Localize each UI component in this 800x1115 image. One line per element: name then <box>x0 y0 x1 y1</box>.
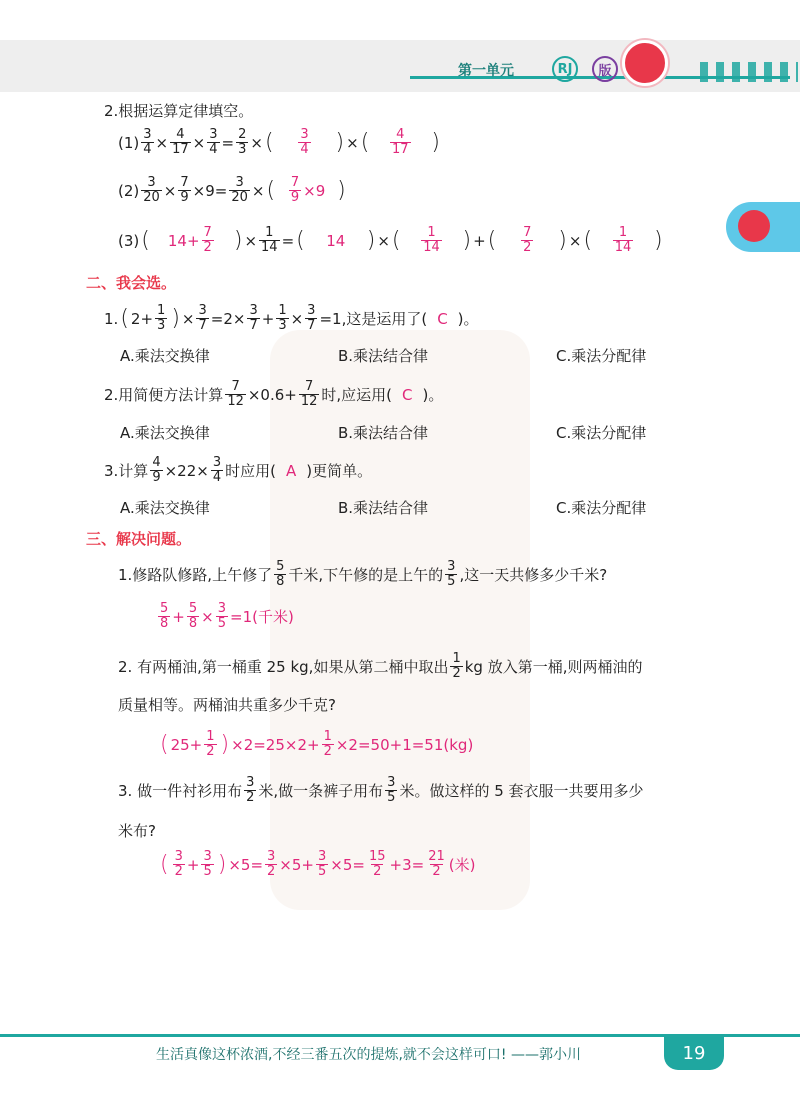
unit-label: 第一单元 <box>458 63 514 79</box>
q3-option-c: C.乘法分配律 <box>556 499 647 517</box>
choose-q2: 2.用简便方法计算 $\frac{7}{12}$ ×0.6+ $\frac{7}{12}$ 时,应运用( C )。 <box>104 379 444 409</box>
footer-quote: 生活真像这杯浓酒,不经三番五次的提炼,就不会这样可口! ——郭小川 <box>156 1047 581 1063</box>
rj-badge: RJ <box>552 56 578 82</box>
solve-title: 三、解决问题。 <box>86 530 192 548</box>
page-number: 19 <box>664 1036 724 1070</box>
fill-q1: (1) $\frac{3}{4}$ × $\frac{4}{17}$ × $\frac{3}{4}$ = $\frac{2}{3}$ × ( $\frac{3}{4}$ ) × ( $\frac{4}{17}$ ) <box>118 127 440 157</box>
solve-p1: 1.修路队修路,上午修了 $\frac{5}{8}$ 千米,下午修的是上午的 $\frac{3}{5}$ ,这一天共修多少千米? <box>118 559 608 589</box>
solve-p2-line2: 质量相等。两桶油共重多少千克? <box>118 696 336 714</box>
q3-option-b: B.乘法结合律 <box>338 499 429 517</box>
q1-option-b: B.乘法结合律 <box>338 347 429 365</box>
solve-p1-answer: $\frac{5}{8}$ + $\frac{5}{8}$ × $\frac{3}{5}$ =1(千米) <box>160 601 294 631</box>
solve-p2-line1: 2. 有两桶油,第一桶重 25 kg,如果从第二桶中取出 $\frac{1}{2}$ kg 放入第一桶,则两桶油的 <box>118 651 643 681</box>
q2-option-a: A.乘法交换律 <box>120 424 210 442</box>
fill-q3: (3) ( 14+ $\frac{7}{2}$ ) × $\frac{1}{14}$ = ( 14 ) × ( $\frac{1}{14}$ ) + ( $\frac{7}{2}$ ) × ( $\frac{1}{14}$ ) <box>118 225 663 255</box>
mascot-face-icon <box>738 210 770 242</box>
solve-p3-line2: 米布? <box>118 822 156 840</box>
fill-title: 2.根据运算定律填空。 <box>104 102 254 120</box>
mascot-icon <box>622 40 668 86</box>
q2-option-b: B.乘法结合律 <box>338 424 429 442</box>
choose-q1: 1. ( 2+ $\frac{1}{3}$ ) × $\frac{3}{7}$ =2× $\frac{3}{7}$ + $\frac{1}{3}$ × $\frac{3}{7}$ =1,这是运用了( C )。 <box>104 303 479 333</box>
q3-option-a: A.乘法交换律 <box>120 499 210 517</box>
solve-p2-answer: ( 25+ $\frac{1}{2}$ ) ×2=25×2+ $\frac{1}{2}$ ×2=50+1=51(kg) <box>160 729 474 759</box>
header-band <box>0 40 800 92</box>
fill-q2: (2) $\frac{3}{20}$ × $\frac{7}{9}$ ×9= $\frac{3}{20}$ × ( $\frac{7}{9}$ ×9 ) <box>118 175 346 205</box>
q1-option-c: C.乘法分配律 <box>556 347 647 365</box>
checker-decoration <box>700 62 798 82</box>
solve-p3-answer: ( $\frac{3}{2}$ + $\frac{3}{5}$ ) ×5= $\frac{3}{2}$ ×5+ $\frac{3}{5}$ ×5= $\frac{15}{2}$ +3= $\frac{21}{2}$ (米) <box>160 849 476 879</box>
q1-option-a: A.乘法交换律 <box>120 347 210 365</box>
edition-badge: 版 <box>592 56 618 82</box>
choose-title: 二、我会选。 <box>86 274 177 292</box>
watermark <box>270 330 530 910</box>
solve-p3-line1: 3. 做一件衬衫用布 $\frac{3}{2}$ 米,做一条裤子用布 $\frac{3}{5}$ 米。做这样的 5 套衣服一共要用多少 <box>118 775 644 805</box>
q2-option-c: C.乘法分配律 <box>556 424 647 442</box>
choose-q3: 3.计算 $\frac{4}{9}$ ×22× $\frac{3}{4}$ 时应用( A )更简单。 <box>104 455 373 485</box>
